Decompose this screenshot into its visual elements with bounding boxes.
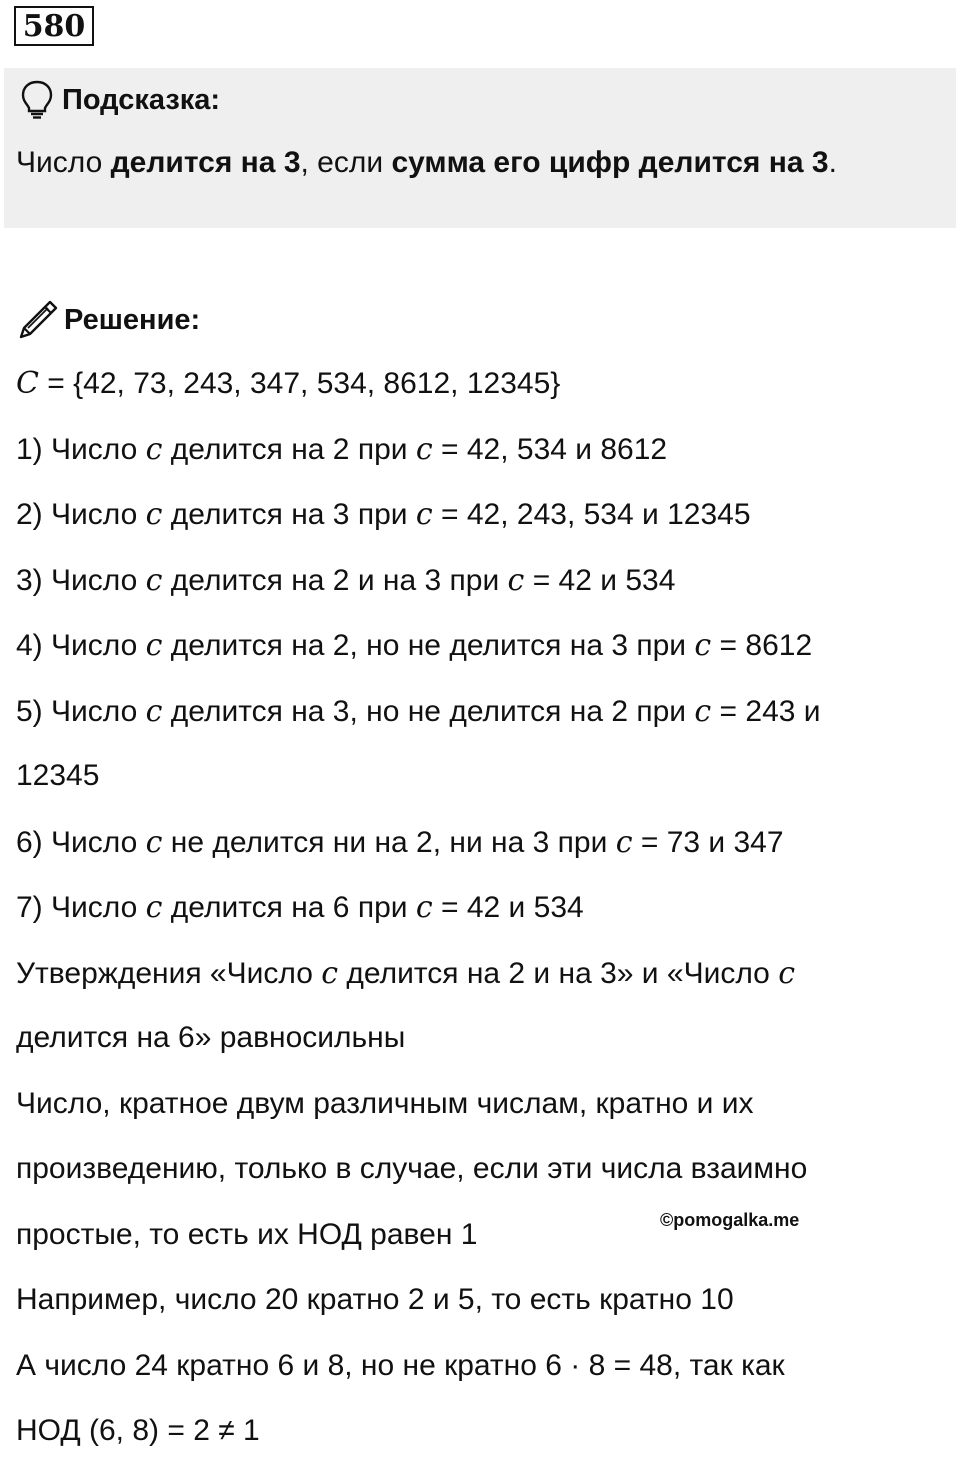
set-definition: C = {42, 73, 243, 347, 534, 8612, 12345}	[16, 366, 561, 401]
solution-item-3: 3) Число c делится на 2 и на 3 при c = 42 и 534	[16, 563, 676, 598]
lightbulb-icon	[20, 80, 54, 120]
solution-item-4: 4) Число c делится на 2, но не делится на 3 при c = 8612	[16, 628, 813, 663]
solution-item-6: 6) Число c не делится ни на 2, ни на 3 при c = 73 и 347	[16, 825, 784, 860]
watermark: ©pomogalka.me	[660, 1210, 800, 1230]
note-line-1: Число, кратное двум различным числам, кратно и их	[16, 1087, 754, 1120]
solution-item-5-continued: 12345	[16, 759, 100, 792]
solution-title-text: Решение:	[64, 303, 201, 336]
statement-line-2: делится на 6» равносильны	[16, 1021, 406, 1054]
example-line-1: Например, число 20 кратно 2 и 5, то есть кратно 10	[16, 1283, 734, 1316]
hint-title-text: Подсказка:	[62, 83, 221, 116]
hint-text: Число делится на 3, если сумма его цифр делится на 3.	[16, 146, 837, 179]
example-line-2: А число 24 кратно 6 и 8, но не кратно 6 · 8 = 48, так как	[16, 1349, 785, 1382]
solution-item-7: 7) Число c делится на 6 при c = 42 и 534	[16, 890, 584, 925]
pencil-icon	[16, 298, 60, 342]
solution-item-1: 1) Число c делится на 2 при c = 42, 534 и 8612	[16, 432, 668, 467]
example-line-3: НОД (6, 8) = 2 ≠ 1	[16, 1414, 260, 1447]
solution-item-2: 2) Число c делится на 3 при c = 42, 243, 534 и 12345	[16, 497, 751, 532]
task-number: 580	[14, 6, 94, 46]
statement-line-1: Утверждения «Число c делится на 2 и на 3» и «Число c	[16, 956, 796, 991]
hint-box	[4, 68, 956, 228]
note-line-3: простые, то есть их НОД равен 1	[16, 1218, 478, 1251]
note-line-2: произведению, только в случае, если эти числа взаимно	[16, 1152, 808, 1185]
hint-title	[20, 80, 220, 120]
solution-title	[16, 298, 200, 342]
solution-item-5: 5) Число c делится на 3, но не делится на 2 при c = 243 и	[16, 694, 821, 729]
